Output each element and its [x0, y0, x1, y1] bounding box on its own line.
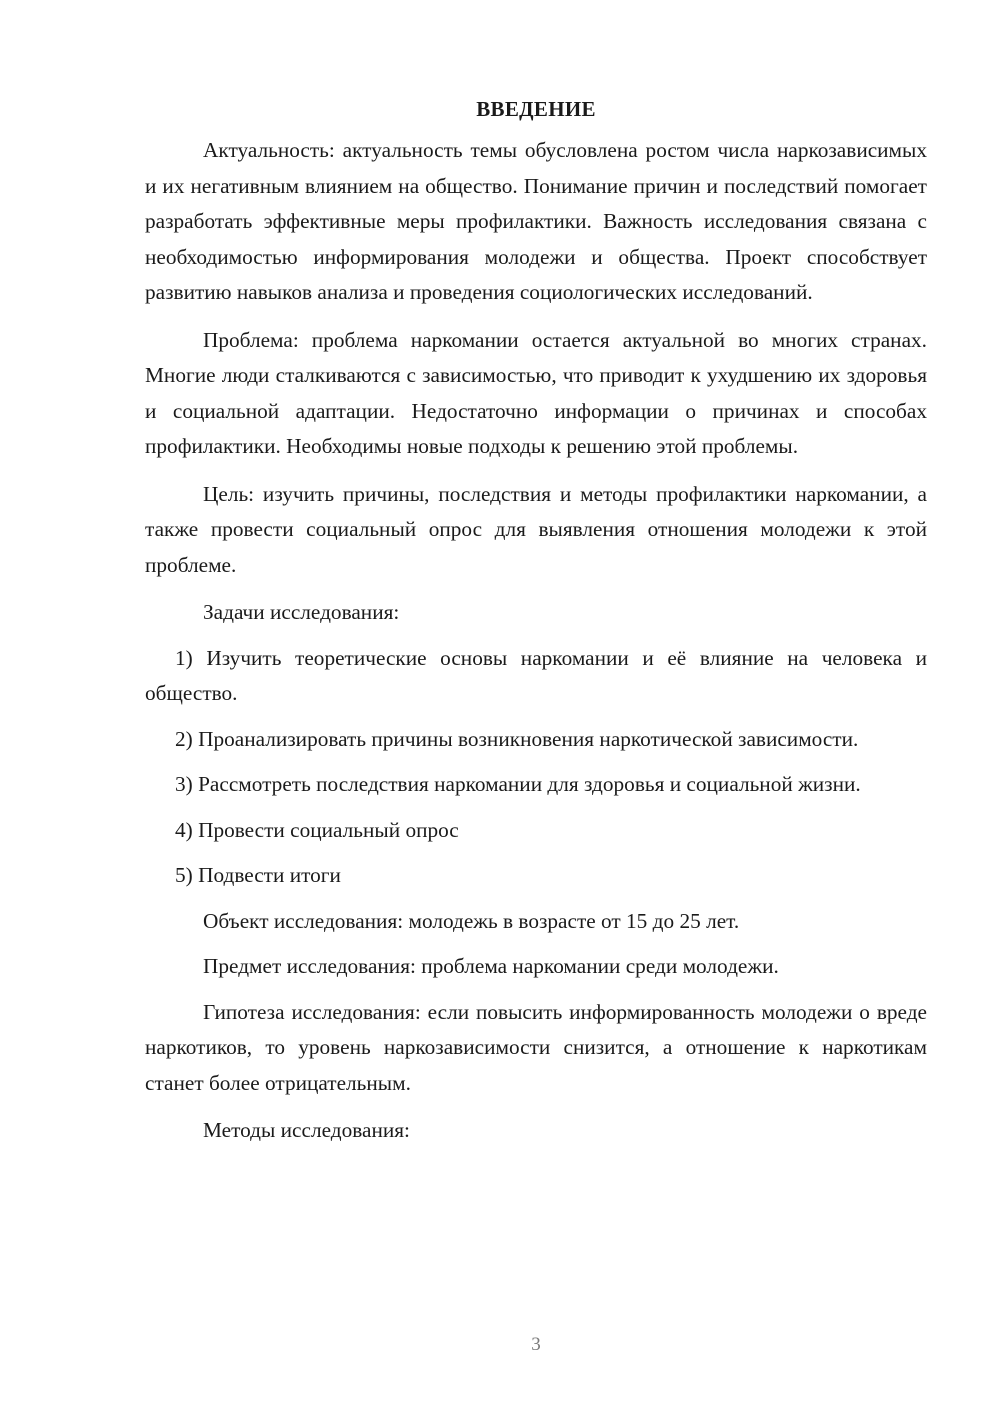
- document-page: [145, 92, 927, 1161]
- task-item-3: 3) Рассмотреть последствия наркомании для здоровья и социальной жизни.: [175, 772, 861, 796]
- relevance-paragraph: Актуальность: актуальность темы обусловлена ростом числа наркозависимых и их негативным влиянием на общество. Понимание причин и последствий помогает разработать эффективные меры профилактики. Важность исследования связана с необходимостью информирования молодежи и общества. Проект способствует развитию навыков анализа и проведения социологических исследований.: [145, 138, 927, 304]
- problem-paragraph: Проблема: проблема наркомании остается актуальной во многих странах. Многие люди сталкиваются с зависимостью, что приводит к ухудшению их здоровья и социальной адаптации. Недостаточно информации о причинах и способах профилактики. Необходимы новые подходы к решению этой проблемы.: [145, 327, 927, 458]
- goal-paragraph: Цель: изучить причины, последствия и методы профилактики наркомании, а также провести социальный опрос для выявления отношения молодежи к этой проблеме.: [145, 481, 927, 577]
- task-item-2: 2) Проанализировать причины возникновения наркотической зависимости.: [175, 726, 859, 751]
- page-number: 3: [531, 1334, 541, 1355]
- task-item-1: 1) Изучить теоретические основы наркомании и её влияние на человека и общество.: [145, 645, 927, 705]
- object-paragraph: Объект исследования: молодежь в возрасте от 15 до 25 лет.: [203, 908, 740, 933]
- tasks-heading: Задачи исследования:: [203, 600, 400, 624]
- task-item-4: 4) Провести социальный опрос: [175, 817, 459, 842]
- hypothesis-paragraph: Гипотеза исследования: если повысить информированность молодежи о вреде наркотиков, то уровень наркозависимости снизится, а отношение к наркотикам станет более отрицательным.: [145, 999, 927, 1095]
- section-title: ВВЕДЕНИЕ: [476, 97, 596, 121]
- methods-heading: Методы исследования:: [203, 1118, 410, 1142]
- tasks-list: [145, 641, 927, 894]
- task-item-5: 5) Подвести итоги: [175, 863, 341, 887]
- subject-paragraph: Предмет исследования: проблема наркомании среди молодежи.: [203, 954, 779, 978]
